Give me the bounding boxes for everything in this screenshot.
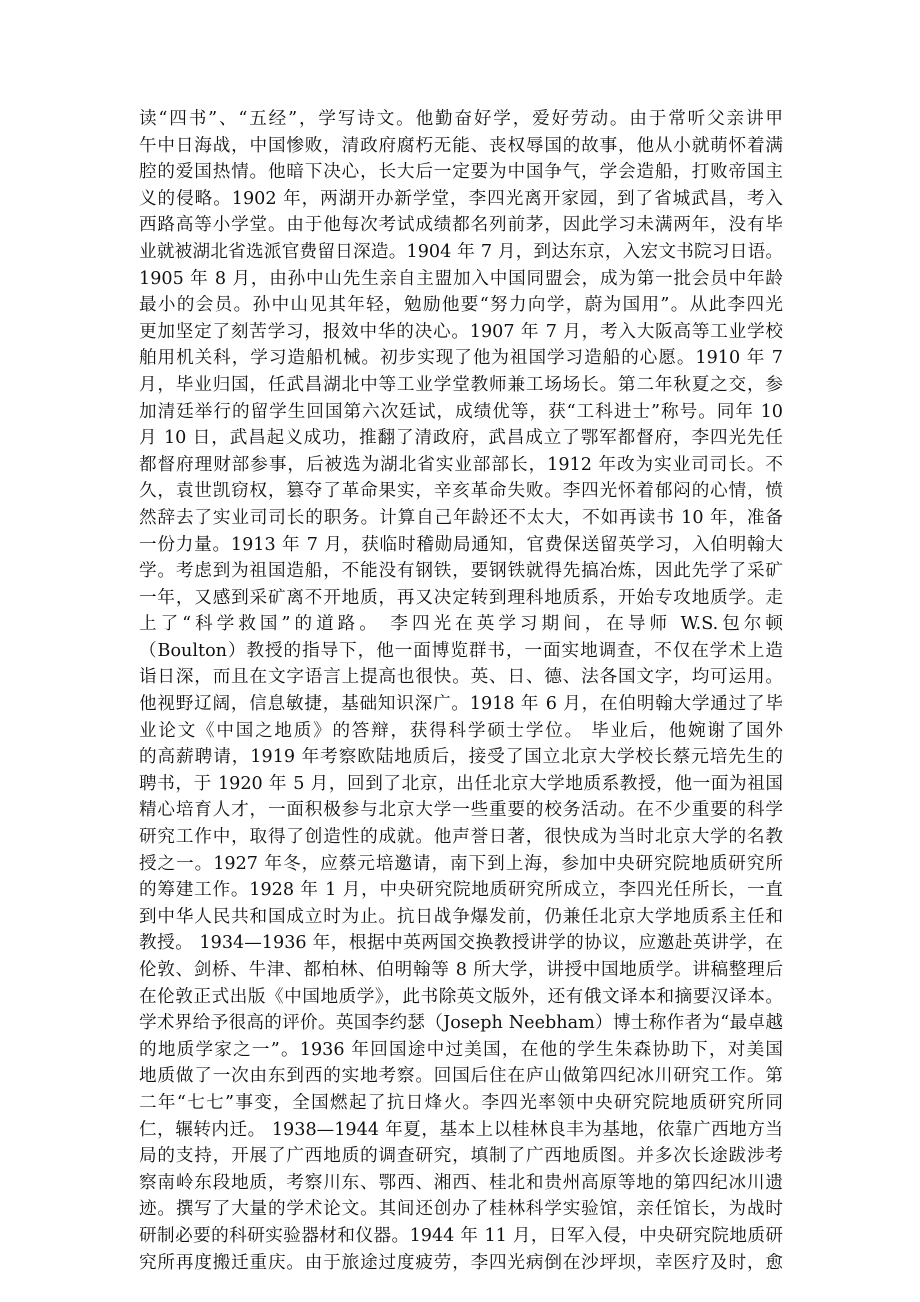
text-line: 学。考虑到为祖国造船，不能没有钢铁，要钢铁就得先搞冶炼，因此先学了采矿 xyxy=(139,561,783,582)
text-line: 授之一。1927 年冬，应蔡元培邀请，南下到上海，参加中央研究院地质研究所 xyxy=(139,853,783,874)
text-line: 局的支持，开展了广西地质的调查研究，填制了广西地质图。并多次长途跋涉考 xyxy=(139,1146,783,1167)
text-line: 学术界给予很高的评价。英国李约瑟（Joseph Neebham）博士称作者为“最卓越 xyxy=(139,1013,783,1034)
text-line: 业就被湖北省选派官费留日深造。1904 年 7 月，到达东京，入宏文书院习日语。 xyxy=(139,241,783,262)
text-line: 研究工作中，取得了创造性的成就。他声誉日著，很快成为当时北京大学的名教 xyxy=(139,827,783,848)
text-line: 月，毕业归国，任武昌湖北中等工业学堂教师兼工场场长。第二年秋夏之交，参 xyxy=(139,374,783,395)
text-line: 一份力量。1913 年 7 月，获临时稽勋局通知，官费保送留英学习，入伯明翰大 xyxy=(139,534,783,555)
text-line: 义的侵略。1902 年，两湖开办新学堂，李四光离开家园，到了省城武昌，考入 xyxy=(139,188,783,209)
text-line: 月 10 日，武昌起义成功，推翻了清政府，武昌成立了鄂军都督府，李四光先任 xyxy=(139,428,783,449)
text-line: 一年，又感到采矿离不开地质，再又决定转到理科地质系，开始专攻地质学。走 xyxy=(139,587,783,608)
text-line: 地质做了一次由东到西的实地考察。回国后住在庐山做第四纪冰川研究工作。第 xyxy=(139,1066,783,1087)
text-line: 久，袁世凯窃权，篡夺了革命果实，辛亥革命失败。李四光怀着郁闷的心情，愤 xyxy=(139,481,783,502)
text-line: 教授。 1934—1936 年，根据中英两国交换教授讲学的协议，应邀赴英讲学，在 xyxy=(139,933,783,954)
text-line: 腔的爱国热情。他暗下决心，长大后一定要为中国争气，学会造船，打败帝国主 xyxy=(139,162,783,183)
text-line: 迹。撰写了大量的学术论文。其间还创办了桂林科学实验馆，亲任馆长，为战时 xyxy=(139,1199,783,1220)
text-line: 加清廷举行的留学生回国第六次廷试，成绩优等，获“工科进士”称号。同年 10 xyxy=(139,401,783,422)
text-line: 业论文《中国之地质》的答辩，获得科学硕士学位。 毕业后，他婉谢了国外 xyxy=(139,720,783,741)
text-line: 午中日海战，中国惨败，清政府腐朽无能、丧权辱国的故事，他从小就萌怀着满 xyxy=(139,135,783,156)
text-line: 他视野辽阔，信息敏捷，基础知识深广。1918 年 6 月，在伯明翰大学通过了毕 xyxy=(139,694,783,715)
text-line: 的地质学家之一”。1936 年回国途中过美国，在他的学生朱森协助下，对美国 xyxy=(139,1039,783,1060)
text-line: 的高薪聘请，1919 年考察欧陆地质后，接受了国立北京大学校长蔡元培先生的 xyxy=(139,747,783,768)
text-line: 究所再度搬迁重庆。由于旅途过度疲劳，李四光病倒在沙坪坝，幸医疗及时，愈 xyxy=(139,1252,783,1273)
text-line: 舶用机关科，学习造船机械。初步实现了他为祖国学习造船的心愿。1910 年 7 xyxy=(139,348,783,369)
text-line: 更加坚定了刻苦学习，报效中华的决心。1907 年 7 月，考入大阪高等工业学校 xyxy=(139,321,783,342)
body-text xyxy=(139,106,783,1276)
text-line: 读“四书”、“五经”，学写诗文。他勤奋好学，爱好劳动。由于常听父亲讲甲 xyxy=(139,109,783,129)
text-line: 上了“科学救国”的道路。 李四光在英学习期间，在导师 W.S.包尔顿 xyxy=(139,614,783,635)
text-line: 精心培育人才，一面积极参与北京大学一些重要的校务活动。在不少重要的科学 xyxy=(139,800,783,821)
text-line: 诣日深，而且在文字语言上提高也很快。英、日、德、法各国文字，均可运用。 xyxy=(139,667,783,688)
text-line: 仁，辗转内迁。 1938—1944 年夏，基本上以桂林良丰为基地，依靠广西地方当 xyxy=(139,1119,783,1140)
text-line: 二年“七七”事变，全国燃起了抗日烽火。李四光率领中央研究院地质研究所同 xyxy=(139,1092,783,1113)
text-line: 察南岭东段地质，考察川东、鄂西、湘西、桂北和贵州高原等地的第四纪冰川遗 xyxy=(139,1172,783,1193)
text-line: 最小的会员。孙中山见其年轻，勉励他要“努力向学，蔚为国用”。从此李四光 xyxy=(139,295,783,316)
text-line: 1905 年 8 月，由孙中山先生亲自主盟加入中国同盟会，成为第一批会员中年龄 xyxy=(139,268,783,289)
text-line: （Boulton）教授的指导下，他一面博览群书，一面实地调查，不仅在学术上造 xyxy=(139,640,783,661)
text-line: 伦敦、剑桥、牛津、都柏林、伯明翰等 8 所大学，讲授中国地质学。讲稿整理后 xyxy=(139,960,783,980)
text-line: 在伦敦正式出版《中国地质学》，此书除英文版外，还有俄文译本和摘要汉译本。 xyxy=(139,986,783,1007)
text-line: 研制必要的科研实验器材和仪器。1944 年 11 月，日军入侵，中央研究院地质研 xyxy=(139,1225,783,1246)
text-line: 聘书，于 1920 年 5 月，回到了北京，出任北京大学地质系教授，他一面为祖国 xyxy=(139,773,783,794)
text-line: 的筹建工作。1928 年 1 月，中央研究院地质研究所成立，李四光任所长，一直 xyxy=(139,880,783,901)
text-line: 都督府理财部参事，后被选为湖北省实业部部长，1912 年改为实业司司长。不 xyxy=(139,454,783,475)
text-line: 西路高等小学堂。由于他每次考试成绩都名列前茅，因此学习未满两年，没有毕 xyxy=(139,215,783,236)
text-line: 到中华人民共和国成立时为止。抗日战争爆发前，仍兼任北京大学地质系主任和 xyxy=(139,906,783,927)
text-line: 然辞去了实业司司长的职务。计算自己年龄还不太大，不如再读书 10 年，准备 xyxy=(139,507,783,528)
